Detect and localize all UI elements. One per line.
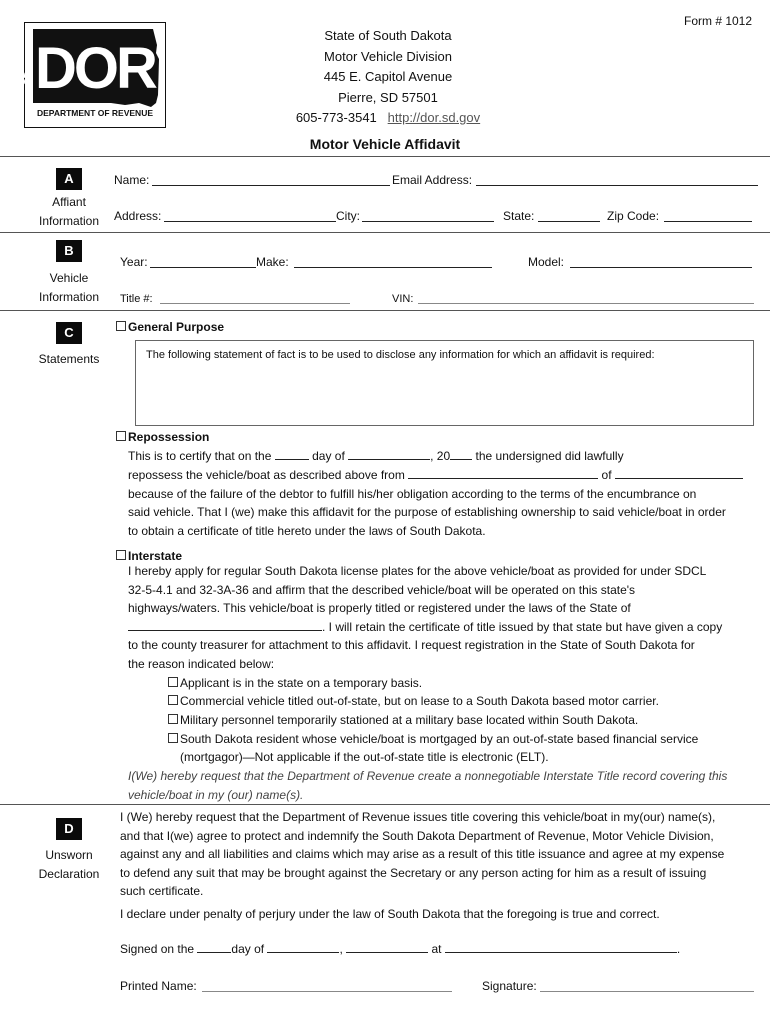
interstate-line-2: 32-5-4.1 and 32-3A-36 and affirm that the described vehicle/boat will be operated on this state's bbox=[128, 583, 636, 597]
divider bbox=[0, 232, 770, 233]
repossession-line-5: to obtain a certificate of title hereto under the laws of South Dakota. bbox=[128, 524, 486, 538]
divider bbox=[0, 804, 770, 805]
perjury-statement: I declare under penalty of perjury under the law of South Dakota that the foregoing is true and correct. bbox=[120, 907, 660, 921]
city-label: City: bbox=[336, 209, 360, 223]
section-d-label: Unsworn Declaration bbox=[38, 848, 100, 881]
declaration-line-3: against any and all liabilities and claims which may arise as a result of this title issuance and agree at my expense bbox=[120, 847, 725, 861]
repossession-line-3: because of the failure of the debtor to fulfill his/her obligation according to the terms of the encumbrance on bbox=[128, 487, 697, 501]
section-d-badge: D bbox=[56, 818, 82, 840]
form-title: Motor Vehicle Affidavit bbox=[309, 136, 461, 152]
repossession-option[interactable]: Repossession bbox=[116, 430, 209, 444]
title-number-label: Title #: bbox=[120, 293, 153, 305]
repossession-line-2: repossess the vehicle/boat as described above from of bbox=[128, 466, 743, 485]
year-field[interactable] bbox=[150, 267, 256, 268]
divider bbox=[0, 310, 770, 311]
make-label: Make: bbox=[256, 255, 289, 269]
header-line: State of South Dakota bbox=[324, 28, 452, 43]
model-label: Model: bbox=[528, 255, 565, 269]
header-line: 445 E. Capitol Avenue bbox=[323, 69, 453, 84]
logo-letters: DOR bbox=[35, 36, 155, 101]
interstate-request-line-1: I(We) hereby request that the Department of Revenue create a nonnegotiable Interstate Title record covering this bbox=[128, 769, 728, 783]
printed-name-label: Printed Name: bbox=[120, 979, 197, 993]
declaration-line-2: and that I(we) agree to protect and indemnify the South Dakota Department of Revenue, Motor Vehicle Division, bbox=[120, 829, 714, 843]
phone-number: 605-773-3541 bbox=[295, 110, 377, 125]
general-purpose-textbox[interactable] bbox=[135, 340, 754, 426]
section-b-badge: B bbox=[56, 240, 82, 262]
printed-name-field[interactable] bbox=[202, 991, 452, 992]
checkbox[interactable] bbox=[116, 431, 126, 441]
declaration-line-1: I (We) hereby request that the Department of Revenue issues title covering this vehicle/boat in my(our) name(s), bbox=[120, 810, 716, 824]
name-label: Name: bbox=[114, 173, 150, 187]
checkbox[interactable] bbox=[116, 550, 126, 560]
divider bbox=[0, 156, 770, 157]
reason-option-4[interactable]: South Dakota resident whose vehicle/boat is mortgaged by an out-of-state based financial service bbox=[168, 730, 698, 749]
checkbox[interactable] bbox=[116, 321, 126, 331]
signed-on-line: Signed on the day of , at . bbox=[120, 942, 681, 956]
interstate-line-5: to the county treasurer for attachment to this affidavit. I request registration in the State of South Dakota for bbox=[128, 638, 695, 652]
reason-option-2[interactable]: Commercial vehicle titled out-of-state, but on lease to a South Dakota based motor carrier. bbox=[168, 692, 659, 711]
zip-label: Zip Code: bbox=[607, 209, 660, 223]
dor-logo bbox=[24, 22, 166, 128]
checkbox[interactable] bbox=[168, 695, 178, 705]
vin-label: VIN: bbox=[392, 293, 414, 305]
interstate-line-4: . I will retain the certificate of title issued by that state but have given a copy bbox=[128, 618, 722, 637]
zip-field[interactable] bbox=[664, 221, 752, 222]
section-c-badge: C bbox=[56, 322, 82, 344]
declaration-line-4: to defend any suit that may be brought against the Secretary or any person acting for him as a result of issuing bbox=[120, 866, 707, 880]
reason-option-3[interactable]: Military personnel temporarily stationed at a military base located within South Dakota. bbox=[168, 711, 638, 730]
repossession-line-4: said vehicle. That I (we) make this affidavit for the purpose of establishing ownership to said vehicle/boat in order bbox=[128, 505, 726, 519]
signature-field[interactable] bbox=[540, 991, 754, 992]
email-field[interactable] bbox=[476, 185, 758, 186]
section-b-label: Vehicle Information bbox=[38, 271, 100, 304]
form-number: Form # 1012 bbox=[684, 14, 753, 28]
interstate-line-1: I hereby apply for regular South Dakota license plates for the above vehicle/boat as provided for under SDCL bbox=[128, 564, 707, 578]
address-field[interactable] bbox=[164, 221, 336, 222]
repossession-line-1: This is to certify that on the day of , 20 the undersigned did lawfully bbox=[128, 449, 624, 463]
checkbox[interactable] bbox=[168, 733, 178, 743]
interstate-request-line-2: vehicle/boat in my (our) name(s). bbox=[128, 788, 304, 802]
reason-option-1[interactable]: Applicant is in the state on a temporary basis. bbox=[168, 674, 422, 693]
header-line: Motor Vehicle Division bbox=[324, 48, 452, 64]
interstate-line-6: the reason indicated below: bbox=[128, 657, 275, 671]
header-line: Pierre, SD 57501 bbox=[338, 89, 438, 105]
name-field[interactable] bbox=[152, 185, 390, 186]
model-field[interactable] bbox=[570, 267, 752, 268]
declaration-line-5: such certificate. bbox=[120, 884, 204, 898]
logo-tag: SD bbox=[23, 71, 34, 85]
city-field[interactable] bbox=[362, 221, 494, 222]
state-field[interactable] bbox=[538, 221, 600, 222]
section-a-badge: A bbox=[56, 168, 82, 190]
vin-field[interactable] bbox=[418, 303, 754, 304]
address-label: Address: bbox=[114, 209, 162, 223]
general-purpose-option[interactable]: General Purpose bbox=[116, 320, 224, 334]
general-purpose-instructions: The following statement of fact is to be used to disclose any information for which an affidavit is required: bbox=[146, 349, 655, 361]
checkbox[interactable] bbox=[168, 714, 178, 724]
agency-address bbox=[260, 26, 516, 129]
signature-label: Signature: bbox=[482, 979, 537, 993]
make-field[interactable] bbox=[294, 267, 492, 268]
interstate-option[interactable]: Interstate bbox=[116, 549, 182, 563]
checkbox[interactable] bbox=[168, 677, 178, 687]
year-label: Year: bbox=[120, 255, 148, 269]
email-label: Email Address: bbox=[392, 173, 473, 187]
state-label: State: bbox=[503, 209, 535, 223]
interstate-line-3: highways/waters. This vehicle/boat is properly titled or registered under the laws of the State of bbox=[128, 601, 631, 615]
reason-option-4-note: (mortgagor)—Not applicable if the out-of-state title is electronic (ELT). bbox=[180, 750, 549, 764]
section-a-label: Affiant Information bbox=[38, 195, 100, 228]
website-link[interactable]: http://dor.sd.gov bbox=[387, 110, 481, 125]
title-number-field[interactable] bbox=[160, 303, 350, 304]
logo-caption: DEPARTMENT OF REVENUE bbox=[36, 108, 154, 118]
section-c-label: Statements bbox=[38, 352, 100, 366]
